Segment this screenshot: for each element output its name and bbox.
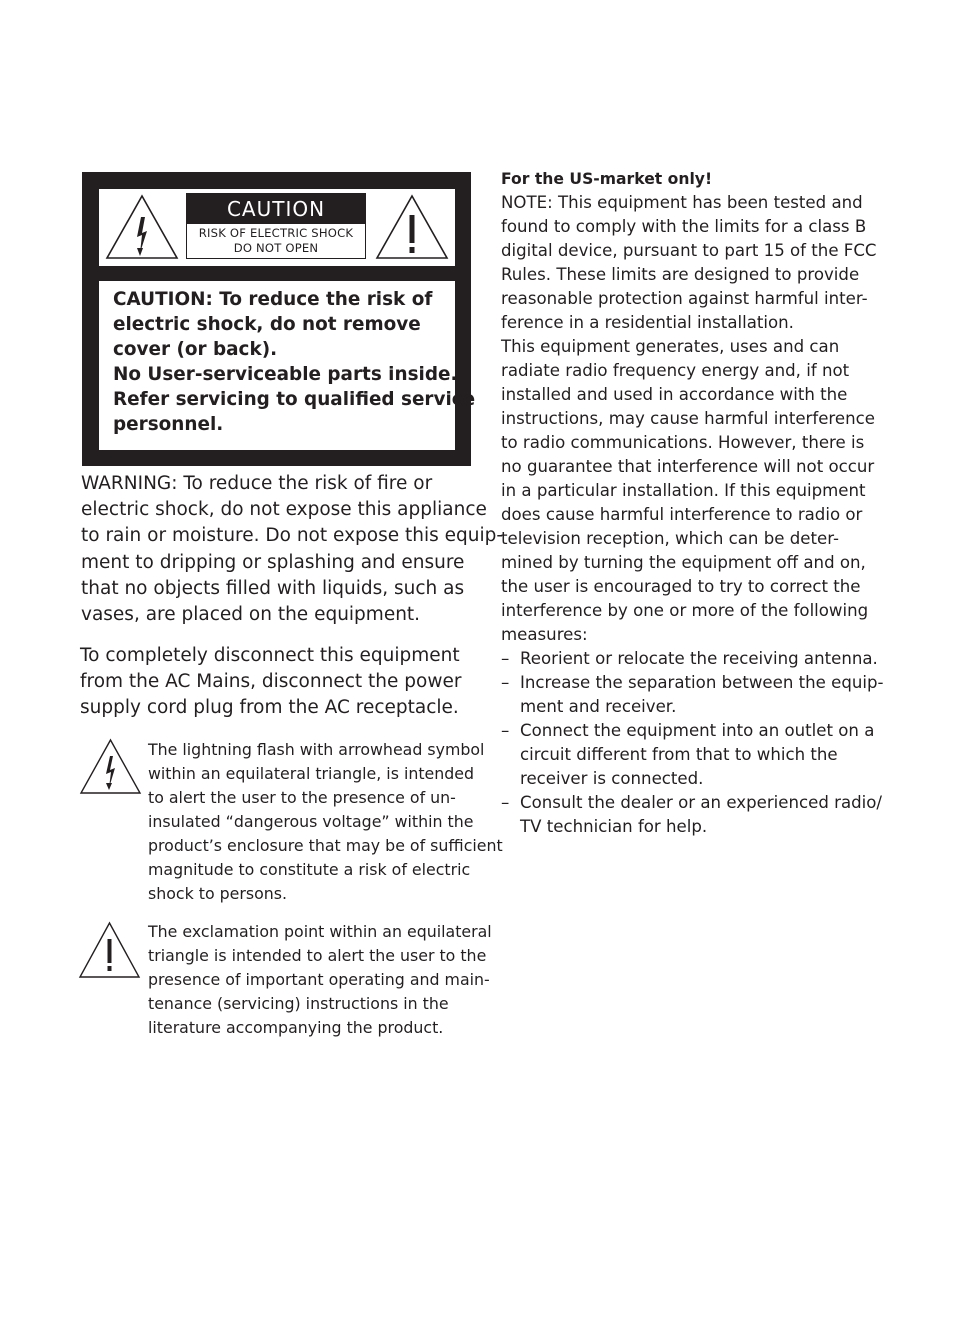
warning-line: vases, are placed on the equipment. (81, 604, 421, 626)
exclamation-triangle-icon (78, 921, 141, 979)
disconnect-line: supply cord plug from the AC receptacle. (80, 697, 459, 719)
description-line: to alert the user to the presence of un- (148, 788, 456, 807)
list-item-line: receiver is connected. (520, 769, 704, 788)
fcc-line: does cause harmful interference to radio or (501, 505, 863, 524)
fcc-line: This equipment generates, uses and can (501, 337, 840, 356)
fcc-line: in a particular installation. If this equipment (501, 481, 866, 500)
list-item-line: Reorient or relocate the receiving antenna. (520, 649, 878, 668)
exclamation-triangle-icon (374, 193, 450, 261)
list-item-line: TV technician for help. (520, 817, 708, 836)
fcc-line: radiate radio frequency energy and, if not (501, 361, 850, 380)
lightning-triangle-icon (104, 193, 180, 261)
description-line: tenance (servicing) instructions in the (148, 994, 449, 1013)
list-item (501, 719, 891, 791)
caution-label-body-panel (99, 281, 476, 450)
caution-label-header-panel (99, 189, 455, 266)
warning-line: to rain or moisture. Do not expose this equip- (81, 525, 504, 547)
list-dash: – (501, 673, 510, 692)
disconnect-paragraph (80, 643, 480, 722)
warning-line: that no objects filled with liquids, such as (81, 577, 465, 599)
fcc-line: mined by turning the equipment off and on, (501, 553, 866, 572)
description-line: product’s enclosure that may be of sufficient (148, 836, 503, 855)
list-item (501, 791, 891, 839)
fcc-line: ference in a residential installation. (501, 313, 794, 332)
fcc-line: television reception, which can be deter- (501, 529, 839, 548)
fcc-line: no guarantee that interference will not occur (501, 457, 875, 476)
caution-line: CAUTION: To reduce the risk of (113, 289, 433, 310)
fcc-line: the user is encouraged to try to correct the (501, 577, 861, 596)
list-dash: – (501, 721, 510, 740)
fcc-section (501, 167, 891, 839)
caution-line: No User-serviceable parts inside. (113, 364, 458, 385)
description-line: shock to persons. (148, 884, 288, 903)
fcc-line: digital device, pursuant to part 15 of the FCC (501, 241, 877, 260)
description-line: insulated “dangerous voltage” within the (148, 812, 474, 831)
warning-lead: WARNING: (81, 473, 178, 494)
description-line: literature accompanying the product. (148, 1018, 444, 1037)
warning-line-text: To reduce the risk of fire or (177, 473, 433, 494)
disconnect-line: from the AC Mains, disconnect the power (80, 671, 462, 693)
caution-header-box (186, 193, 366, 259)
caution-subtext-line: DO NOT OPEN (233, 241, 319, 255)
fcc-line: NOTE: This equipment has been tested and (501, 193, 863, 212)
warning-line: ment to dripping or splashing and ensure (81, 551, 465, 573)
list-item (501, 671, 891, 719)
fcc-line: reasonable protection against harmful inter- (501, 289, 868, 308)
caution-header: CAUTION (187, 194, 365, 224)
fcc-heading: For the US-market only! (501, 170, 713, 188)
description-line: within an equilateral triangle, is intended (148, 764, 475, 783)
disconnect-line: To completely disconnect this equipment (80, 645, 460, 666)
list-dash: – (501, 649, 510, 668)
fcc-line: found to comply with the limits for a class B (501, 217, 867, 236)
caution-subtext-line: RISK OF ELECTRIC SHOCK (198, 226, 354, 240)
fcc-line: Rules. These limits are designed to provide (501, 265, 860, 284)
list-dash: – (501, 793, 510, 812)
lightning-symbol-description (148, 738, 503, 906)
exclamation-symbol-description (148, 920, 492, 1040)
fcc-line: instructions, may cause harmful interference (501, 409, 875, 428)
fcc-body (501, 335, 891, 647)
warning-paragraph (81, 471, 504, 628)
caution-label-text (113, 287, 476, 437)
caution-line: Refer servicing to qualified service (113, 389, 476, 410)
warning-line (81, 471, 481, 497)
caution-subtext (187, 224, 365, 256)
description-line: magnitude to constitute a risk of electric (148, 860, 471, 879)
caution-line: cover (or back). (113, 339, 278, 360)
caution-line: electric shock, do not remove (113, 314, 421, 335)
warning-line: electric shock, do not expose this appliance (81, 499, 487, 521)
fcc-line: measures: (501, 625, 588, 644)
fcc-measures-list (501, 647, 891, 839)
description-line: presence of important operating and main- (148, 970, 490, 989)
list-item-line: Connect the equipment into an outlet on a (520, 721, 875, 740)
lightning-triangle-icon (79, 738, 142, 795)
description-line: The lightning flash with arrowhead symbol (148, 740, 485, 759)
fcc-line: interference by one or more of the following (501, 601, 869, 620)
list-item (501, 647, 891, 671)
caution-line: personnel. (113, 414, 224, 435)
description-line: triangle is intended to alert the user to the (148, 946, 487, 965)
list-item-line: Increase the separation between the equip- (520, 673, 884, 692)
fcc-line: installed and used in accordance with the (501, 385, 848, 404)
description-line: The exclamation point within an equilateral (148, 922, 492, 941)
fcc-note (501, 191, 891, 335)
list-item-line: ment and receiver. (520, 697, 677, 716)
list-item-line: Consult the dealer or an experienced radio/ (520, 793, 883, 812)
caution-label (82, 172, 476, 466)
list-item-line: circuit different from that to which the (520, 745, 838, 764)
fcc-line: to radio communications. However, there is (501, 433, 865, 452)
